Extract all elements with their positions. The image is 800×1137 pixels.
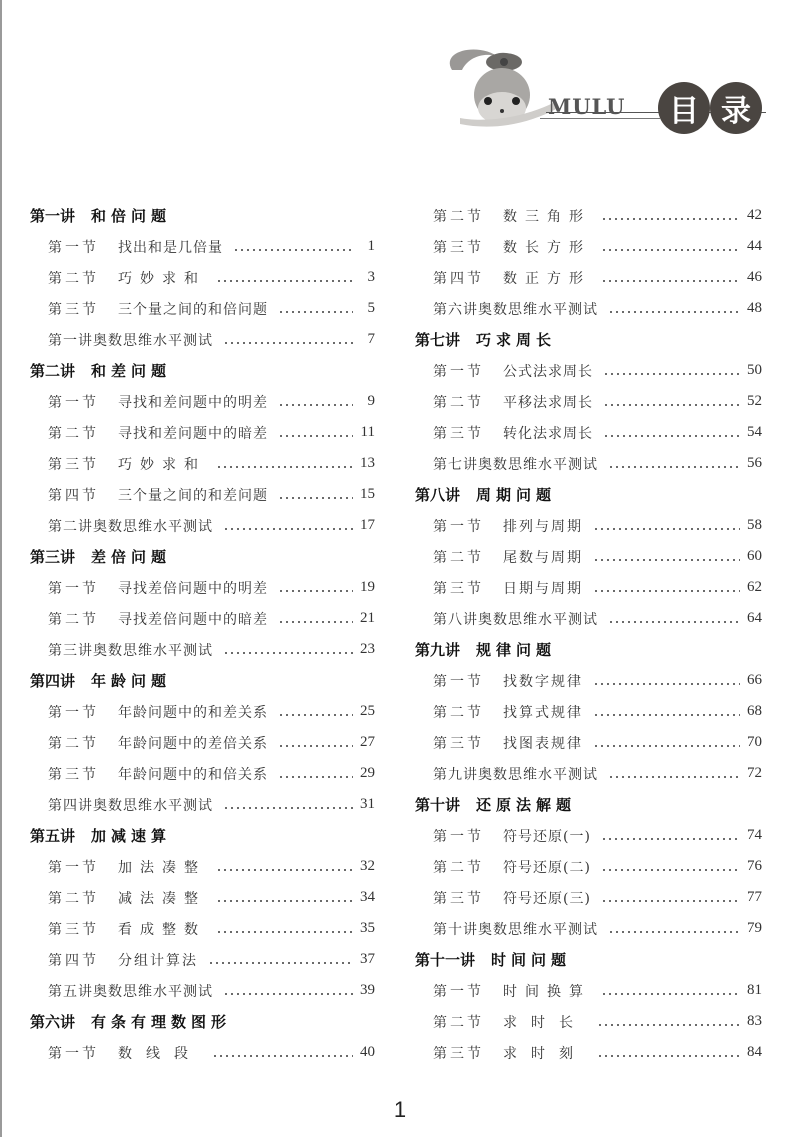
toc-entry[interactable]	[415, 386, 762, 417]
toc-chapter-heading[interactable]	[30, 1006, 375, 1037]
section-number: 第三节	[48, 456, 99, 473]
toc-entry[interactable]	[30, 696, 375, 727]
dot-leader	[608, 466, 740, 468]
chapter-number: 第三讲	[30, 548, 76, 566]
section-title: 找数字规律	[503, 673, 583, 690]
chapter-number: 第九讲	[415, 641, 461, 659]
chapter-title: 差倍问题	[91, 548, 172, 566]
page-ref: 19	[360, 579, 375, 595]
toc-entry[interactable]	[30, 417, 375, 448]
section-title: 找图表规律	[503, 735, 583, 752]
section-title: 求时长	[503, 1014, 587, 1031]
page-ref: 62	[747, 579, 762, 595]
section-number: 第一节	[48, 394, 99, 411]
section-number: 第一节	[48, 1045, 99, 1062]
toc-entry[interactable]	[415, 696, 762, 727]
page-ref: 84	[747, 1044, 762, 1060]
chapter-number: 第一讲	[30, 207, 76, 225]
dot-leader	[278, 497, 353, 499]
toc-entry[interactable]	[415, 541, 762, 572]
section-title: 加法凑整	[118, 859, 206, 876]
page-ref: 60	[747, 548, 762, 564]
page-ref: 76	[747, 858, 762, 874]
page-ref: 15	[360, 486, 375, 502]
section-number: 第三节	[48, 921, 99, 938]
section-title: 公式法求周长	[503, 363, 593, 380]
test-title: 第一讲奥数思维水平测试	[48, 332, 213, 349]
dot-leader	[593, 590, 740, 592]
dot-leader	[608, 776, 740, 778]
dot-leader	[593, 683, 740, 685]
dot-leader	[597, 1024, 740, 1026]
page-ref: 56	[747, 455, 762, 471]
section-title: 三个量之间的和倍问题	[118, 301, 268, 318]
section-number: 第一节	[48, 580, 99, 597]
toc-entry[interactable]	[30, 386, 375, 417]
dot-leader	[216, 900, 353, 902]
dot-leader	[208, 962, 353, 964]
section-number: 第一节	[433, 363, 484, 380]
section-title: 尾数与周期	[503, 549, 583, 566]
chapter-title: 周期问题	[476, 486, 557, 504]
dot-leader	[603, 373, 740, 375]
test-title: 第五讲奥数思维水平测试	[48, 983, 213, 1000]
section-title: 找算式规律	[503, 704, 583, 721]
toc-chapter-heading[interactable]	[30, 200, 375, 231]
toc-entry[interactable]	[30, 479, 375, 510]
toc-entry[interactable]	[415, 603, 762, 634]
section-title: 符号还原(三)	[503, 890, 591, 907]
section-title: 找出和是几倍量	[118, 239, 223, 256]
section-number: 第一节	[48, 704, 99, 721]
title-char-2: 录	[721, 94, 751, 129]
toc-entry[interactable]	[30, 758, 375, 789]
toc-entry[interactable]	[30, 882, 375, 913]
chapter-title: 巧求周长	[476, 331, 557, 349]
page-ref: 32	[360, 858, 375, 874]
page-ref: 40	[360, 1044, 375, 1060]
toc-entry[interactable]	[415, 665, 762, 696]
section-number: 第四节	[433, 270, 484, 287]
section-number: 第三节	[433, 735, 484, 752]
page-ref: 79	[747, 920, 762, 936]
toc-entry[interactable]	[415, 293, 762, 324]
dot-leader	[278, 621, 353, 623]
page-ref: 81	[747, 982, 762, 998]
section-title: 年龄问题中的差倍关系	[118, 735, 268, 752]
page-ref: 68	[747, 703, 762, 719]
toc-entry[interactable]	[415, 572, 762, 603]
section-title: 减法凑整	[118, 890, 206, 907]
page-ref: 64	[747, 610, 762, 626]
section-number: 第二节	[433, 704, 484, 721]
page-ref: 74	[747, 827, 762, 843]
section-title: 排列与周期	[503, 518, 583, 535]
chapter-number: 第七讲	[415, 331, 461, 349]
test-title: 第十讲奥数思维水平测试	[433, 921, 598, 938]
dot-leader	[278, 714, 353, 716]
page-number: 1	[393, 1097, 407, 1122]
toc-entry[interactable]	[415, 727, 762, 758]
section-number: 第三节	[48, 766, 99, 783]
section-number: 第三节	[433, 239, 484, 256]
section-number: 第三节	[433, 580, 484, 597]
section-number: 第一节	[433, 983, 484, 1000]
section-title: 符号还原(二)	[503, 859, 591, 876]
test-title: 第六讲奥数思维水平测试	[433, 301, 598, 318]
section-number: 第二节	[433, 549, 484, 566]
section-number: 第一节	[433, 518, 484, 535]
section-title: 看成整数	[118, 921, 206, 938]
section-title: 数长方形	[503, 239, 591, 256]
page-ref: 58	[747, 517, 762, 533]
section-title: 巧妙求和	[118, 270, 206, 287]
page-ref: 13	[360, 455, 375, 471]
toc-entry[interactable]	[30, 975, 375, 1006]
dot-leader	[593, 745, 740, 747]
toc-chapter-heading[interactable]	[415, 479, 762, 510]
section-title: 分组计算法	[118, 952, 198, 969]
toc-entry[interactable]	[30, 789, 375, 820]
section-number: 第三节	[48, 301, 99, 318]
chapter-title: 和差问题	[91, 362, 172, 380]
toc-chapter-heading[interactable]	[415, 789, 762, 820]
dot-leader	[601, 280, 740, 282]
toc-entry[interactable]	[30, 262, 375, 293]
toc-entry[interactable]	[415, 448, 762, 479]
contents-header	[430, 40, 770, 160]
section-title: 数线段	[118, 1045, 202, 1062]
section-number: 第二节	[48, 735, 99, 752]
section-title: 数三角形	[503, 208, 591, 225]
page-ref: 21	[360, 610, 375, 626]
chapter-title: 时间问题	[491, 951, 572, 969]
toc-entry[interactable]	[30, 851, 375, 882]
section-title: 三个量之间的和差问题	[118, 487, 268, 504]
toc-entry[interactable]	[30, 603, 375, 634]
page-ref: 35	[360, 920, 375, 936]
test-title: 第二讲奥数思维水平测试	[48, 518, 213, 535]
page-ref: 54	[747, 424, 762, 440]
dot-leader	[593, 714, 740, 716]
dot-leader	[601, 249, 740, 251]
section-title: 求时刻	[503, 1045, 587, 1062]
section-title: 数正方形	[503, 270, 591, 287]
chapter-number: 第四讲	[30, 672, 76, 690]
dot-leader	[216, 466, 353, 468]
dot-leader	[601, 218, 740, 220]
toc-entry[interactable]	[30, 634, 375, 665]
section-number: 第二节	[433, 859, 484, 876]
section-number: 第二节	[48, 270, 99, 287]
toc-entry[interactable]	[415, 758, 762, 789]
toc-entry[interactable]	[30, 448, 375, 479]
page-ref: 25	[360, 703, 375, 719]
section-number: 第一节	[48, 859, 99, 876]
page-ref: 42	[747, 207, 762, 223]
dot-leader	[593, 528, 740, 530]
section-title: 时间换算	[503, 983, 591, 1000]
toc-entry[interactable]	[415, 262, 762, 293]
page-ref: 5	[367, 300, 375, 316]
dot-leader	[223, 993, 353, 995]
page-ref: 27	[360, 734, 375, 750]
chapter-number: 第十讲	[415, 796, 461, 814]
page-ref: 31	[360, 796, 375, 812]
dot-leader	[278, 311, 353, 313]
dot-leader	[278, 590, 353, 592]
dot-leader	[601, 838, 740, 840]
section-number: 第二节	[433, 394, 484, 411]
section-title: 符号还原(一)	[503, 828, 591, 845]
page-ref: 3	[367, 269, 375, 285]
section-title: 寻找和差问题中的暗差	[118, 425, 268, 442]
toc-entry[interactable]	[415, 1037, 762, 1068]
page-ref: 50	[747, 362, 762, 378]
section-number: 第四节	[48, 487, 99, 504]
dot-leader	[212, 1055, 353, 1057]
dot-leader	[223, 652, 353, 654]
toc-right-column	[415, 200, 762, 1068]
page-ref: 11	[360, 424, 375, 440]
page-ref: 48	[747, 300, 762, 316]
chapter-title: 规律问题	[476, 641, 557, 659]
chapter-number: 第六讲	[30, 1013, 76, 1031]
toc-chapter-heading[interactable]	[415, 944, 762, 975]
section-number: 第一节	[433, 673, 484, 690]
dot-leader	[223, 807, 353, 809]
toc-entry[interactable]	[415, 417, 762, 448]
page-ref: 9	[367, 393, 375, 409]
page-ref: 37	[360, 951, 375, 967]
dot-leader	[278, 435, 353, 437]
toc-entry[interactable]	[415, 820, 762, 851]
page-ref: 77	[747, 889, 762, 905]
chapter-title: 年龄问题	[91, 672, 172, 690]
toc-entry[interactable]	[30, 231, 375, 262]
page-ref: 34	[360, 889, 375, 905]
toc-entry[interactable]	[415, 975, 762, 1006]
toc-entry[interactable]	[415, 1006, 762, 1037]
test-title: 第三讲奥数思维水平测试	[48, 642, 213, 659]
toc-entry[interactable]	[415, 510, 762, 541]
dot-leader	[608, 311, 740, 313]
dot-leader	[608, 621, 740, 623]
dot-leader	[223, 528, 353, 530]
dot-leader	[601, 993, 740, 995]
chapter-number: 第五讲	[30, 827, 76, 845]
dot-leader	[278, 404, 353, 406]
toc-entry[interactable]	[30, 572, 375, 603]
section-number: 第二节	[48, 425, 99, 442]
toc-entry[interactable]	[415, 355, 762, 386]
page-ref: 23	[360, 641, 375, 657]
toc-chapter-heading[interactable]	[30, 355, 375, 386]
toc-entry[interactable]	[30, 1037, 375, 1068]
toc-chapter-heading[interactable]	[30, 665, 375, 696]
dot-leader	[223, 342, 353, 344]
test-title: 第九讲奥数思维水平测试	[433, 766, 598, 783]
toc-entry[interactable]	[30, 944, 375, 975]
page-ref: 70	[747, 734, 762, 750]
chapter-title: 和倍问题	[91, 207, 172, 225]
page-ref: 7	[367, 331, 375, 347]
section-title: 转化法求周长	[503, 425, 593, 442]
section-number: 第二节	[48, 890, 99, 907]
dot-leader	[601, 869, 740, 871]
title-circle-1	[658, 82, 710, 134]
dot-leader	[601, 900, 740, 902]
section-number: 第三节	[433, 890, 484, 907]
dot-leader	[608, 931, 740, 933]
toc-entry[interactable]	[415, 200, 762, 231]
dot-leader	[278, 776, 353, 778]
dot-leader	[233, 249, 353, 251]
chapter-title: 有条有理数图形	[91, 1013, 232, 1031]
section-title: 寻找差倍问题中的暗差	[118, 611, 268, 628]
toc-entry[interactable]	[415, 913, 762, 944]
section-title: 日期与周期	[503, 580, 583, 597]
toc-entry[interactable]	[30, 913, 375, 944]
chapter-title: 还原法解题	[476, 796, 577, 814]
dot-leader	[216, 869, 353, 871]
chapter-title: 加减速算	[91, 827, 172, 845]
page-ref: 29	[360, 765, 375, 781]
section-title: 年龄问题中的和差关系	[118, 704, 268, 721]
chapter-number: 第十一讲	[415, 951, 476, 969]
chapter-number: 第八讲	[415, 486, 461, 504]
page-ref: 72	[747, 765, 762, 781]
toc-entry[interactable]	[415, 231, 762, 262]
toc-entry[interactable]	[30, 324, 375, 355]
page-ref: 39	[360, 982, 375, 998]
section-number: 第二节	[48, 611, 99, 628]
page-ref: 52	[747, 393, 762, 409]
title-circle-2	[710, 82, 762, 134]
section-title: 平移法求周长	[503, 394, 593, 411]
section-number: 第三节	[433, 1045, 484, 1062]
toc-entry[interactable]	[415, 851, 762, 882]
toc-entry[interactable]	[30, 510, 375, 541]
test-title: 第八讲奥数思维水平测试	[433, 611, 598, 628]
page-ref: 83	[747, 1013, 762, 1029]
dot-leader	[216, 280, 353, 282]
title-char-1: 目	[669, 94, 699, 129]
section-number: 第一节	[433, 828, 484, 845]
page-ref: 1	[367, 238, 375, 254]
section-number: 第四节	[48, 952, 99, 969]
toc-chapter-heading[interactable]	[415, 634, 762, 665]
section-title: 巧妙求和	[118, 456, 206, 473]
section-number: 第二节	[433, 208, 484, 225]
dot-leader	[603, 435, 740, 437]
toc-entry[interactable]	[30, 727, 375, 758]
page-ref: 66	[747, 672, 762, 688]
toc-chapter-heading[interactable]	[30, 820, 375, 851]
chapter-number: 第二讲	[30, 362, 76, 380]
page-ref: 46	[747, 269, 762, 285]
section-title: 寻找差倍问题中的明差	[118, 580, 268, 597]
section-number: 第二节	[433, 1014, 484, 1031]
dot-leader	[216, 931, 353, 933]
dot-leader	[597, 1055, 740, 1057]
toc-left-column	[30, 200, 375, 1068]
test-title: 第七讲奥数思维水平测试	[433, 456, 598, 473]
toc-chapter-heading[interactable]	[415, 324, 762, 355]
page-ref: 44	[747, 238, 762, 254]
dot-leader	[593, 559, 740, 561]
page-ref: 17	[360, 517, 375, 533]
test-title: 第四讲奥数思维水平测试	[48, 797, 213, 814]
toc-entry[interactable]	[30, 293, 375, 324]
section-title: 寻找和差问题中的明差	[118, 394, 268, 411]
dot-leader	[278, 745, 353, 747]
page-edge	[0, 0, 2, 1137]
dot-leader	[603, 404, 740, 406]
toc-chapter-heading[interactable]	[30, 541, 375, 572]
mulu-label: MULU	[548, 94, 626, 119]
toc-entry[interactable]	[415, 882, 762, 913]
section-number: 第一节	[48, 239, 99, 256]
section-title: 年龄问题中的和倍关系	[118, 766, 268, 783]
section-number: 第三节	[433, 425, 484, 442]
